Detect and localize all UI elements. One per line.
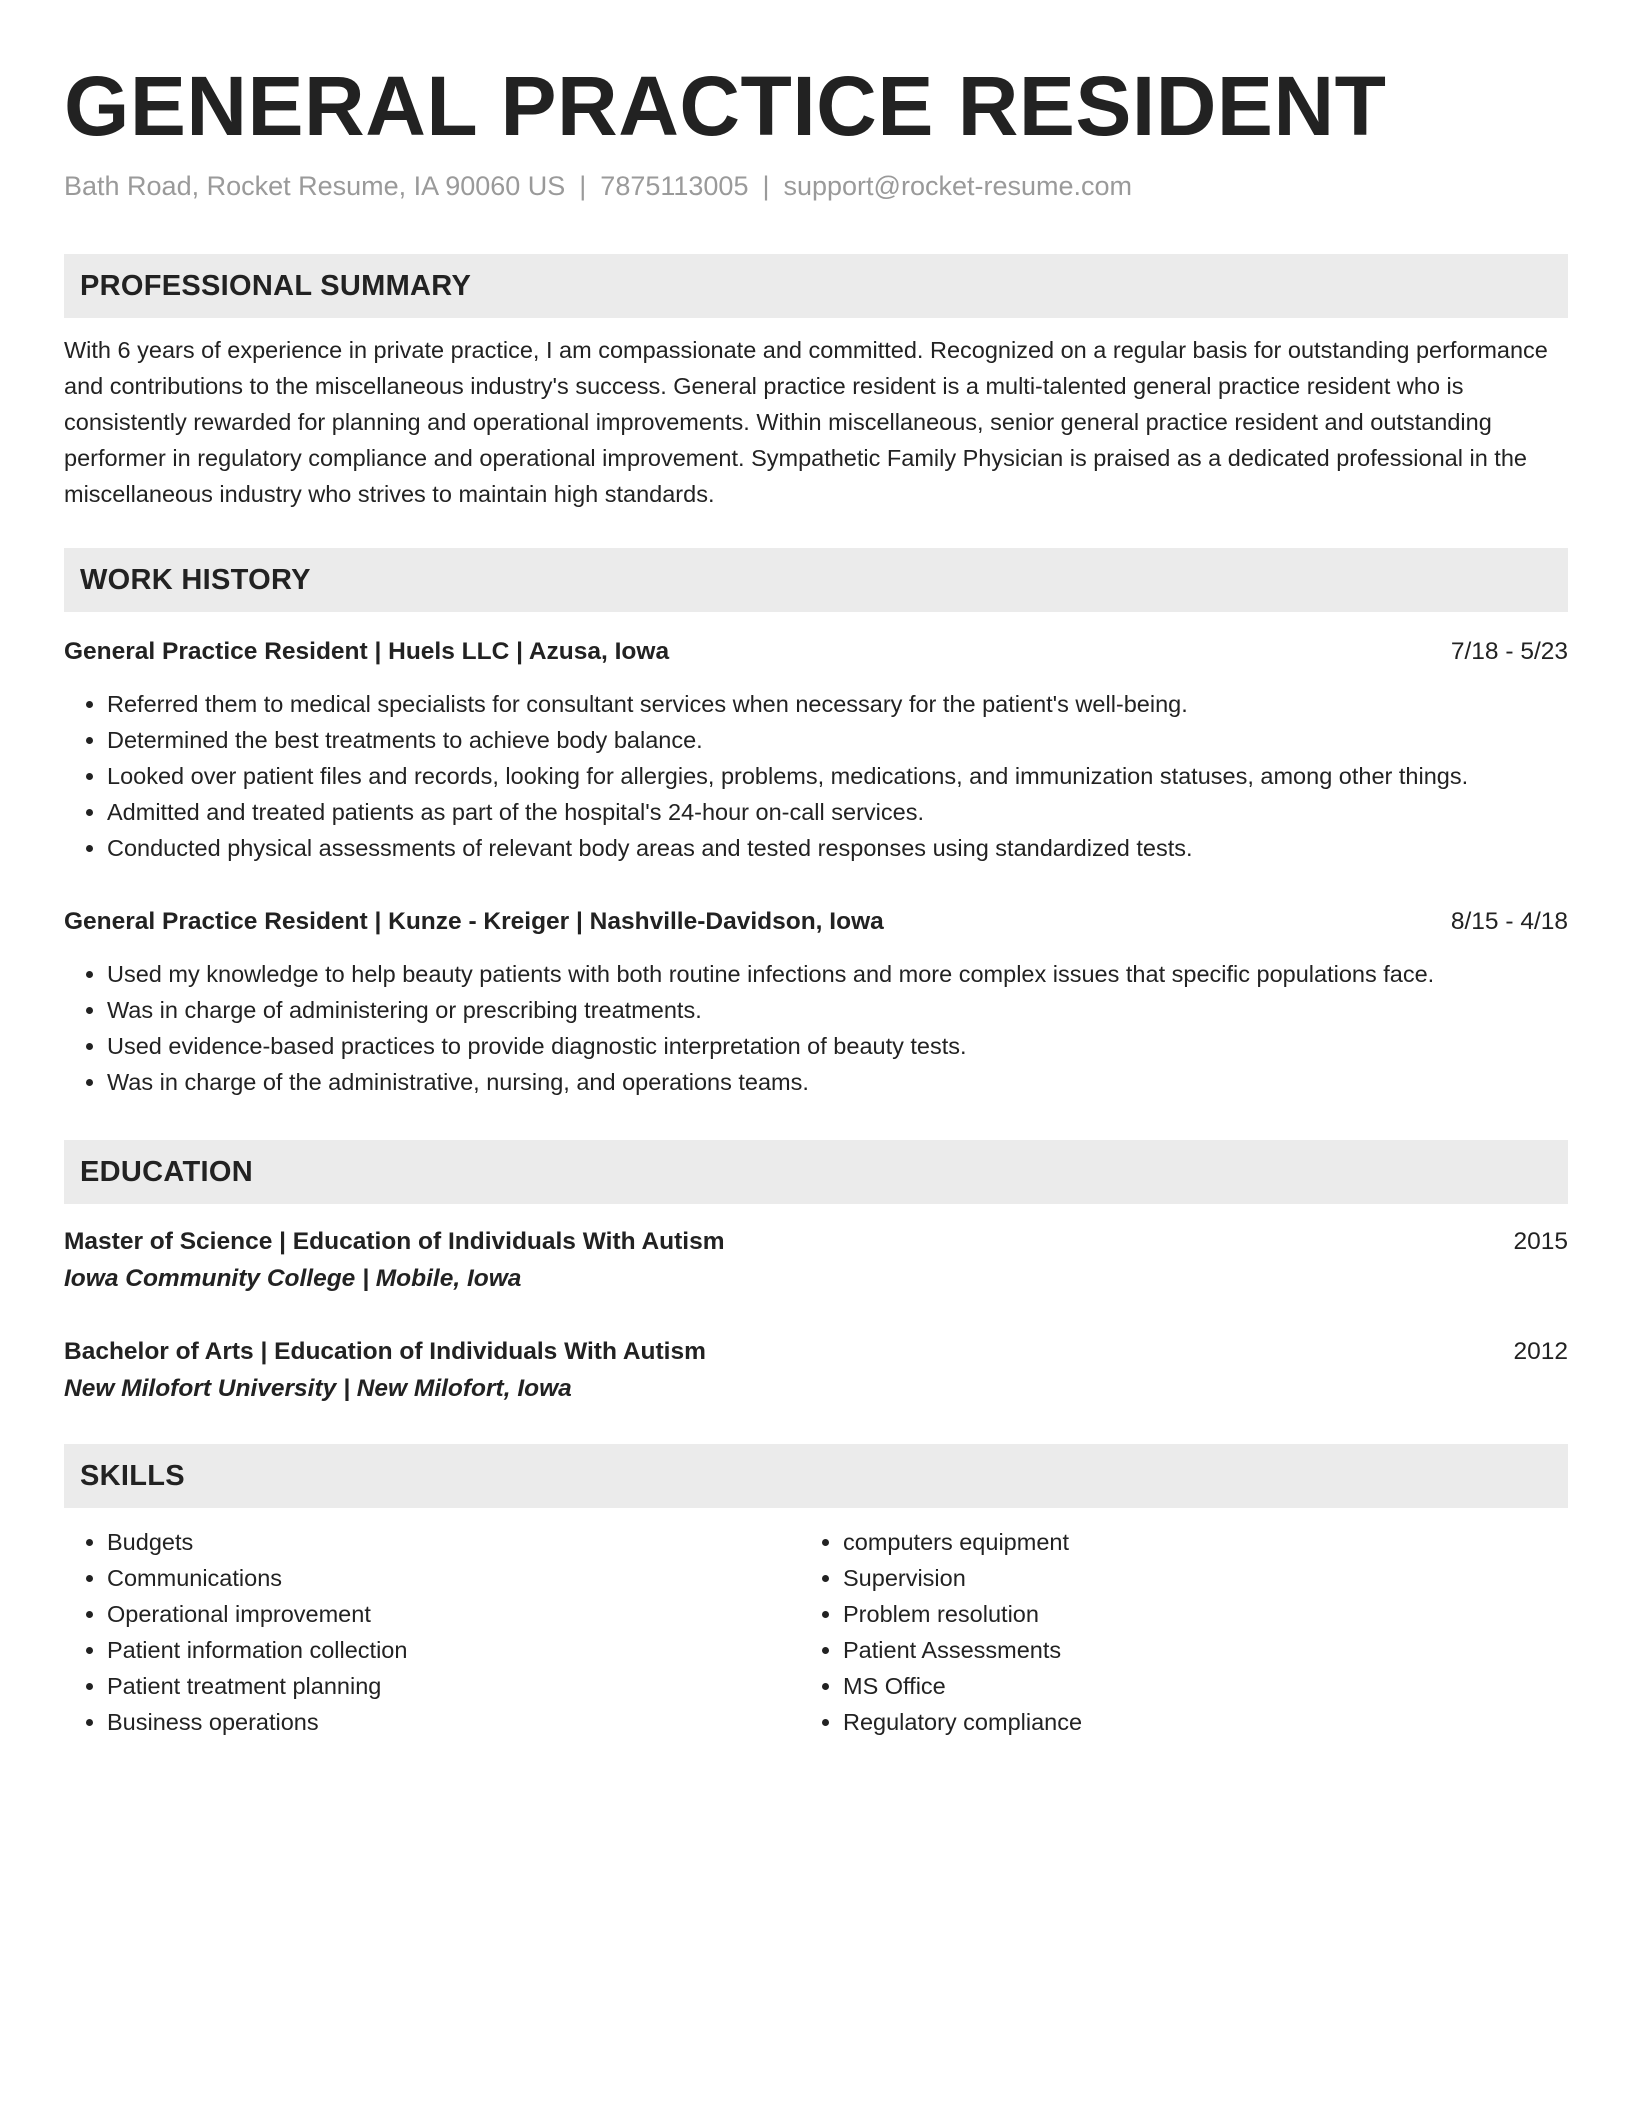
job-title: General Practice Resident | Kunze - Kreiger | Nashville-Davidson, Iowa (64, 908, 884, 935)
contact-separator: | (579, 171, 587, 201)
job-dates: 8/15 - 4/18 (1450, 908, 1568, 935)
skill-item: • Communications (107, 1560, 800, 1596)
job-bullet: • Admitted and treated patients as part of the hospital's 24-hour on-call services. (107, 794, 1568, 830)
education-entry (64, 1224, 1568, 1298)
education-year: 2015 (1513, 1228, 1568, 1255)
skill-item: • Business operations (107, 1704, 800, 1740)
skill-item: • Problem resolution (843, 1596, 1536, 1632)
job-entry (64, 634, 1568, 866)
skills-columns (64, 1524, 1568, 1740)
skill-item: • Operational improvement (107, 1596, 800, 1632)
job-bullet: • Conducted physical assessments of relevant body areas and tested responses using standardized tests. (107, 830, 1568, 866)
job-entry (64, 904, 1568, 1100)
section-header-education: EDUCATION (64, 1140, 1568, 1204)
skills-list-left (64, 1524, 800, 1740)
candidate-name: GENERAL PRACTICE RESIDENT (64, 59, 1387, 153)
contact-line (64, 168, 1568, 204)
education-heading-row (64, 1334, 1568, 1370)
education-school: New Milofort University | New Milofort, Iowa (64, 1375, 572, 1402)
education-school: Iowa Community College | Mobile, Iowa (64, 1265, 522, 1292)
education-degree: Bachelor of Arts | Education of Individuals With Autism (64, 1338, 706, 1365)
contact-email: support@rocket-resume.com (783, 171, 1133, 201)
skill-item: • computers equipment (843, 1524, 1536, 1560)
job-dates: 7/18 - 5/23 (1450, 638, 1568, 665)
skill-item: • Regulatory compliance (843, 1704, 1536, 1740)
skill-item: • Patient information collection (107, 1632, 800, 1668)
contact-address: Bath Road, Rocket Resume, IA 90060 US (64, 171, 566, 201)
section-header-skills: SKILLS (64, 1444, 1568, 1508)
education-year: 2012 (1513, 1338, 1568, 1365)
skill-item: • MS Office (843, 1668, 1536, 1704)
job-bullets (64, 956, 1568, 1100)
job-heading-row (64, 634, 1568, 670)
section-header-summary: PROFESSIONAL SUMMARY (64, 254, 1568, 318)
skill-item: • Patient treatment planning (107, 1668, 800, 1704)
job-bullet: • Was in charge of the administrative, nursing, and operations teams. (107, 1064, 1568, 1100)
education-heading-row (64, 1224, 1568, 1260)
job-bullets (64, 686, 1568, 866)
skill-item: • Budgets (107, 1524, 800, 1560)
job-bullet: • Used evidence-based practices to provide diagnostic interpretation of beauty tests. (107, 1028, 1568, 1064)
skill-item: • Patient Assessments (843, 1632, 1536, 1668)
contact-phone: 7875113005 (600, 171, 749, 201)
education-entry (64, 1334, 1568, 1408)
skills-list-right (800, 1524, 1536, 1740)
job-bullet: • Referred them to medical specialists for consultant services when necessary for the patient's well-being. (107, 686, 1568, 722)
job-bullet: • Was in charge of administering or prescribing treatments. (107, 992, 1568, 1028)
contact-separator: | (762, 171, 770, 201)
education-degree: Master of Science | Education of Individuals With Autism (64, 1228, 725, 1255)
summary-text: With 6 years of experience in private practice, I am compassionate and committed. Recognized on a regular basis for outstanding performance and contributions to the miscellaneous industry's success. General practice resident is a multi-talented general practice resident who is consistently rewarded for planning and operational improvements. Within miscellaneous, senior general practice resident and outstanding performer in regulatory compliance and operational improvement. Sympathetic Family Physician is praised as a dedicated professional in the miscellaneous industry who strives to maintain high standards. (64, 337, 1548, 507)
job-bullet: • Used my knowledge to help beauty patients with both routine infections and more complex issues that specific populations face. (107, 956, 1568, 992)
job-title: General Practice Resident | Huels LLC | Azusa, Iowa (64, 638, 670, 665)
skill-item: • Supervision (843, 1560, 1536, 1596)
job-heading-row (64, 904, 1568, 940)
job-bullet: • Looked over patient files and records, looking for allergies, problems, medications, and immunization statuses, among other things. (107, 758, 1568, 794)
job-bullet: • Determined the best treatments to achieve body balance. (107, 722, 1568, 758)
section-header-work-history: WORK HISTORY (64, 548, 1568, 612)
